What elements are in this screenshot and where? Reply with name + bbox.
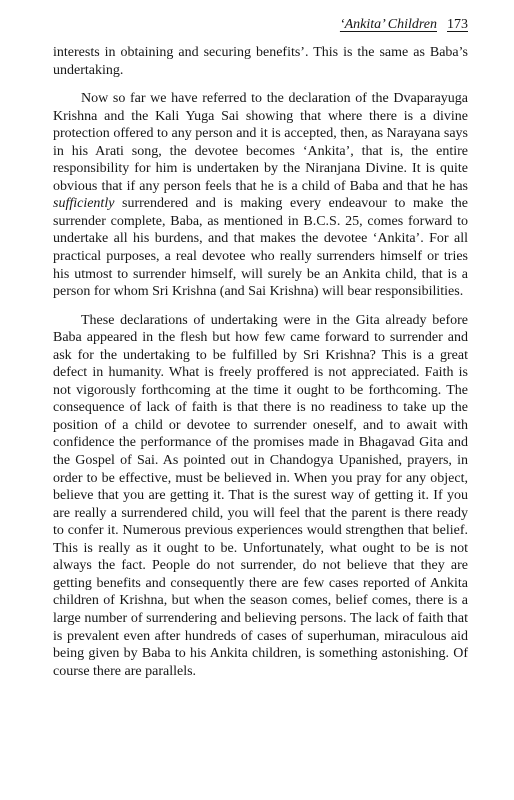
paragraph [53, 312, 468, 680]
body-text [53, 44, 468, 680]
running-head [340, 17, 468, 33]
paragraph-text: Now so far we have referred to the declaration of the Dvaparayuga Krishna and the Kali Yuga Sai showing that where there is a divine protection offered to any person and it is accepted, then, as Narayana says in his Arati song, the devotee becomes ‘Ankita’, that is, the entire responsibility for him is undertaken by the Niranjana Divine. It is quite obvious that if any person feels that he is a child of Baba and that he has [53, 91, 468, 194]
emphasized-word: sufficiently [53, 196, 115, 212]
page-number: 173 [447, 17, 468, 32]
running-head-title: ‘Ankita’ Children [339, 17, 437, 32]
paragraph-continued [53, 44, 468, 79]
paragraph-text-continued: surrendered and is making every endeavour to make the surrender complete, Baba, as mentioned in B.C.S. 25, comes forward to undertake all his burdens, and that makes the devotee ‘Ankita’. For all practical purposes, a real devotee who really surrenders himself or tries his utmost to surrender himself, will surely be an Ankita child, that is a person for whom Sri Krishna (and Sai Krishna) will bear responsibilities. [53, 196, 468, 300]
paragraph [53, 90, 468, 301]
paragraph-text: These declarations of undertaking were in the Gita already before Baba appeared in the flesh but how few came forward to surrender and ask for the undertaking to be fulfilled by Sri Krishna? This is a great defect in humanity. What is freely proffered is not appreciated. Faith is not vigorously forthcoming at the time it ought to be forthcoming. The consequence of lack of faith is that there is no readiness to take up the position of a child or devotee to surrender oneself, and to await with confidence the performance of the promises made in Bhagavad Gita and the Gospel of Sai. As pointed out in Chandogya Upanished, prayers, in order to be effective, must be believed in. When you pray for any object, believe that you are getting it. That is the surest way of getting it. If you are really a surrendered child, you will feel that the parent is there ready to confer it. Numerous previous experiences would strengthen that belief. This is really as it ought to be. Unfortunately, what ought to be is not always the fact. People do not surrender, do not believe that they are getting benefits and consequently there are few cases reported of Ankita children of Krishna, but when the season comes, belief comes, there is a large number of surrendering and believing persons. The lack of faith that is prevalent even after hundreds of cases of superhuman, miraculous aid being given by Baba to his Ankita children, is something astonishing. Of course there are parallels. [53, 312, 468, 679]
paragraph-text: interests in obtaining and securing benefits’. This is the same as Baba’s undertaking. [53, 45, 468, 78]
